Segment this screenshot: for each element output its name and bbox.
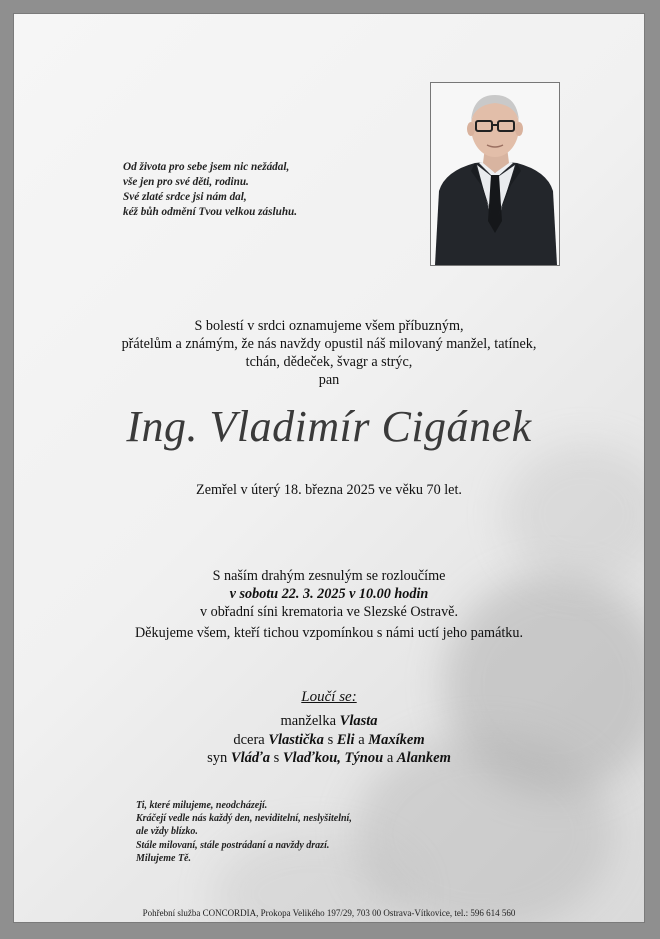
verse-line: kéž bůh odmění Tvou velkou zásluhu. <box>123 206 298 218</box>
mourner-daughter <box>14 731 644 750</box>
connector: a <box>386 750 394 766</box>
obituary-sheet <box>14 14 644 922</box>
verse-line: Kráčejí vedle nás každý den, neviditelní, neslyšitelní, <box>136 813 352 825</box>
relation: dcera <box>233 731 265 748</box>
verse-line: Od života pro sebe jsem nic nežádal, <box>123 161 290 173</box>
mourner-name: Alankem <box>396 750 451 766</box>
relation: manželka <box>280 713 337 729</box>
verse-line: Milujeme Tě. <box>136 852 191 864</box>
deceased-name: Ing. Vladimír Cigánek <box>126 402 532 451</box>
farewell-date-time: v sobotu 22. 3. 2025 v 10.00 hodin <box>229 586 429 602</box>
connector: a <box>358 731 365 748</box>
mourner-name: Maxíkem <box>368 731 425 748</box>
mourner-name: Eli <box>336 731 355 748</box>
announcement-line: přátelům a známým, že nás navždy opustil náš milovaný manžel, tatínek, <box>121 336 537 352</box>
verse-line: Ti, které milujeme, neodcházejí. <box>136 800 268 811</box>
verse-line: Své zlaté srdce jsi nám dal, <box>123 191 247 203</box>
announcement-line: S bolestí v srdci oznamujeme všem příbuzným, <box>194 318 464 334</box>
mourner-name: Vlaďkou, Týnou <box>282 750 384 766</box>
announcement-line: tchán, dědeček, švagr a strýc, <box>245 354 413 370</box>
farewell-place: v obřadní síni krematoria ve Slezské Ostravě. <box>199 604 459 620</box>
verse-bottom <box>136 799 436 865</box>
thanks-text: Děkujeme všem, kteří tichou vzpomínkou s námi uctí jeho památku. <box>134 625 524 641</box>
funeral-service-footer: Pohřební služba CONCORDIA, Prokopa Velikého 197/29, 703 00 Ostrava-Vítkovice, tel.: 596 614 560 <box>142 908 516 918</box>
mourner-name: Vláďa <box>230 750 270 766</box>
death-notice: Zemřel v úterý 18. března 2025 ve věku 70 let. <box>196 482 462 498</box>
mourners-title: Loučí se: <box>301 689 357 705</box>
connector: s <box>273 750 280 766</box>
mourner-name: Vlasta <box>339 713 378 729</box>
connector: s <box>327 731 334 748</box>
mourner-son <box>14 749 644 768</box>
verse-top <box>123 160 403 220</box>
announcement <box>14 317 644 389</box>
verse-line: vše jen pro své děti, rodinu. <box>123 176 249 188</box>
portrait-photo <box>430 82 560 266</box>
dandelion-shadow <box>504 444 644 584</box>
farewell-info <box>14 567 644 621</box>
mourner-wife <box>14 712 644 731</box>
announcement-line: pan <box>318 372 340 388</box>
relation: syn <box>207 750 228 766</box>
verse-line: Stále milovaní, stále postrádaní a navždy drazí. <box>136 839 330 851</box>
portrait-illustration <box>431 83 559 265</box>
verse-line: ale vždy blízko. <box>136 826 198 838</box>
mourner-name: Vlastička <box>268 731 324 748</box>
farewell-line: S naším drahým zesnulým se rozloučíme <box>212 568 446 584</box>
mourners-list <box>14 712 644 768</box>
